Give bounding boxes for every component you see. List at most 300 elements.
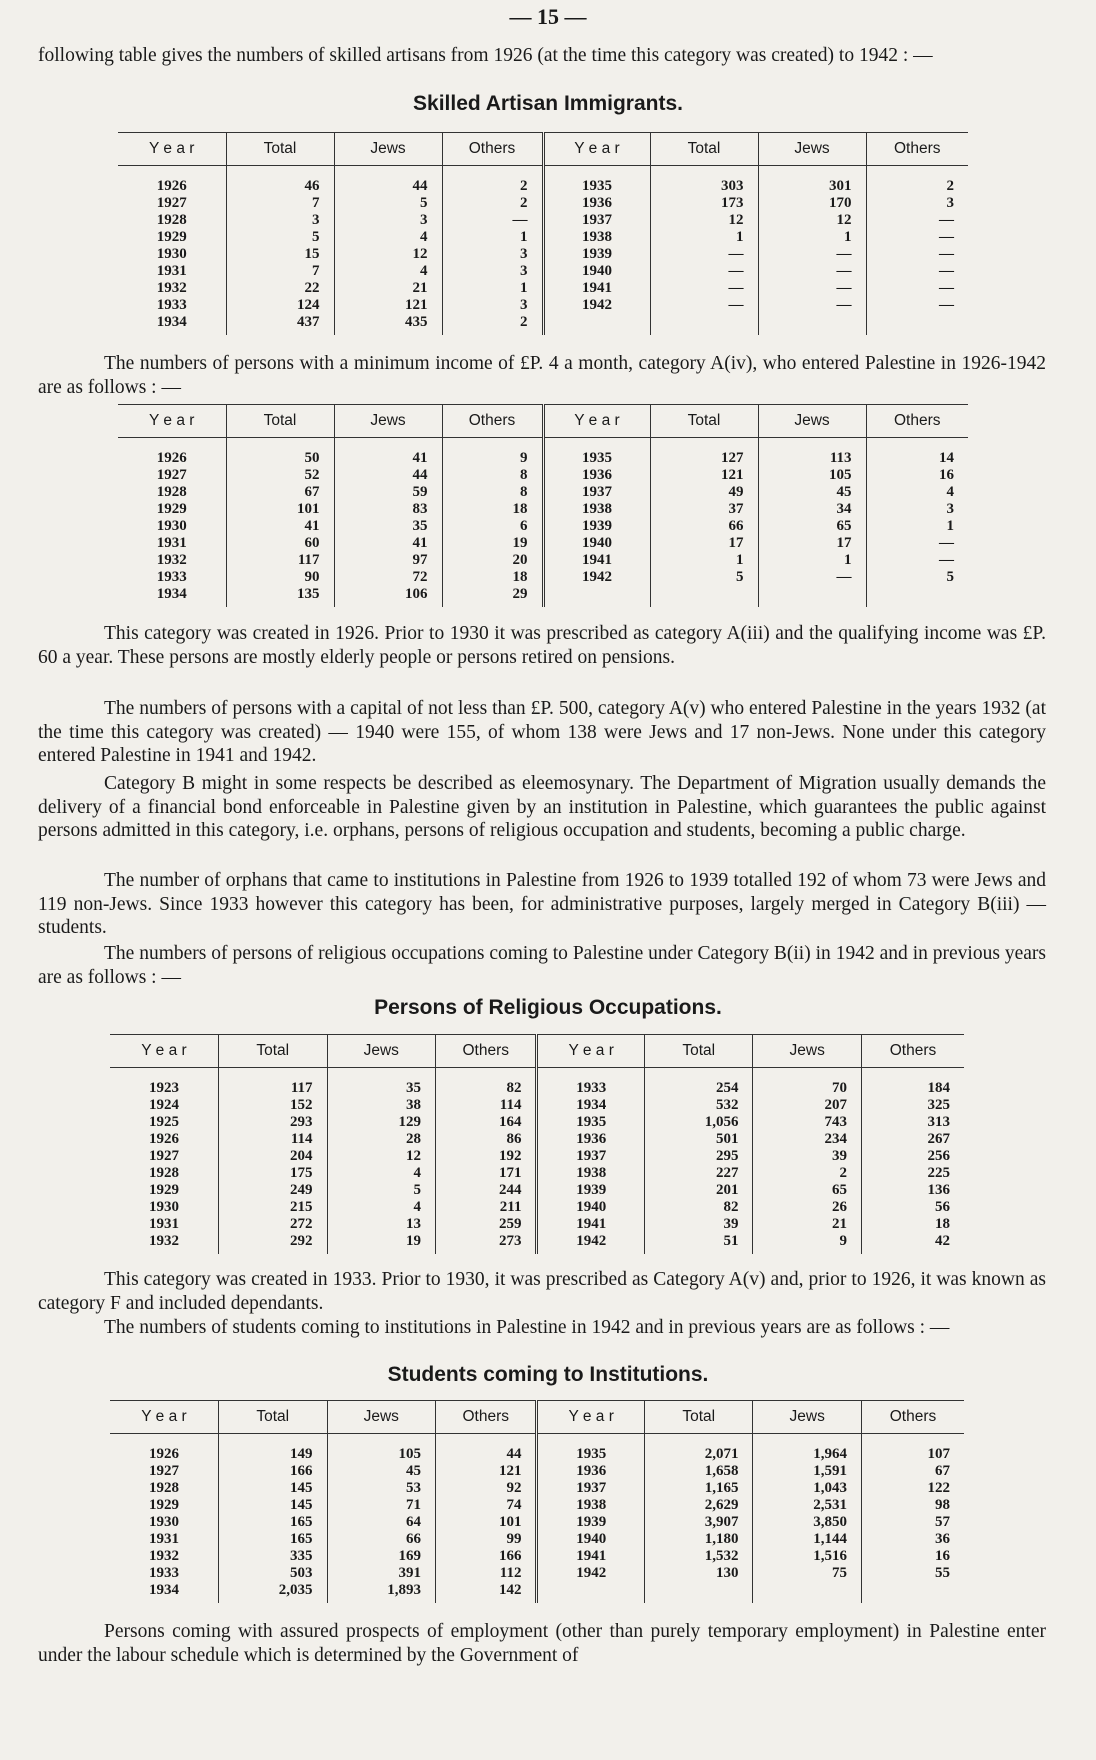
category-b-paragraph: Category B might in some respects be described as eleemosynary. The Department of Migration usually demands the delivery of a financial bond enforceable in Palestine given by an institution in Palestine, which guarantees the public against persons admitted in this category, i.e. orphans, persons of religious occupation and students, becoming a public charge. (38, 773, 1046, 841)
cell-total: 15 (226, 246, 334, 263)
cell-total: — (650, 246, 758, 263)
cell-total: 501 (644, 1131, 753, 1148)
column-header-total: Total (226, 405, 334, 438)
cell-total: 173 (650, 195, 758, 212)
cell-total: 127 (650, 450, 758, 467)
cell-jews: 70 (753, 1080, 862, 1097)
cell-jews: 64 (327, 1514, 436, 1531)
cell-jews: 234 (753, 1131, 862, 1148)
cell-total: 49 (650, 484, 758, 501)
cell-year: 1942 (543, 297, 650, 314)
cell-year: 1941 (543, 552, 650, 569)
cell-year: 1937 (537, 1480, 645, 1497)
cell-jews: — (758, 263, 866, 280)
cell-jews: 1,043 (753, 1480, 862, 1497)
skilled-artisan-title: Skilled Artisan Immigrants. (413, 92, 683, 115)
cell-year: 1941 (537, 1548, 645, 1565)
table-row (118, 280, 968, 297)
cell-year: 1923 (149, 1080, 179, 1096)
cell-year: 1932 (156, 552, 187, 568)
cell-others: 18 (442, 569, 543, 586)
cell-total: 67 (226, 484, 334, 501)
cell-total: 22 (226, 280, 334, 297)
cell-year: 1926 (156, 450, 187, 466)
cell-year: 1932 (149, 1233, 179, 1249)
cell-total: 1 (650, 229, 758, 246)
cell-others: 3 (866, 501, 968, 518)
cell-year: 1929 (149, 1497, 179, 1513)
table-row (118, 246, 968, 263)
cell-total: 149 (219, 1446, 328, 1463)
cell-total: 249 (219, 1182, 328, 1199)
table-header-row (118, 405, 968, 438)
column-header-total: Total (644, 1401, 753, 1434)
cell-total: 121 (650, 467, 758, 484)
cell-others: 1 (866, 518, 968, 535)
table-row (118, 535, 968, 552)
cell-total: 204 (219, 1148, 328, 1165)
cell-others: — (866, 535, 968, 552)
cell-others: 82 (436, 1080, 537, 1097)
cell-jews: — (758, 246, 866, 263)
intro-paragraph: following table gives the numbers of skilled artisans from 1926 (at the time this category was created) to 1942 : — (38, 45, 933, 66)
spacer-row (110, 1068, 964, 1081)
cell-jews: 1,144 (753, 1531, 862, 1548)
category-created-paragraph: This category was created in 1926. Prior to 1930 it was prescribed as category A(iii) and the qualifying income was £P. 60 a year. These persons are mostly elderly people or persons retired on pensions. (38, 623, 1046, 668)
cell-others: 1 (442, 229, 543, 246)
cell-total: 145 (219, 1480, 328, 1497)
cell-jews: 75 (753, 1565, 862, 1582)
cell-jews: 83 (334, 501, 442, 518)
cell-year: 1933 (537, 1080, 645, 1097)
cell-jews (753, 1582, 862, 1603)
cell-others: 273 (436, 1233, 537, 1254)
religious-note-paragraph: This category was created in 1933. Prior to 1930, it was prescribed as Category A(v) and, prior to 1926, it was known as category F and included dependants. (38, 1269, 1046, 1314)
column-header-jews: Jews (758, 405, 866, 438)
column-header-jews: Jews (753, 1401, 862, 1434)
cell-year: 1938 (543, 229, 650, 246)
column-header-year: Y e a r (110, 1035, 219, 1068)
cell-year: 1928 (156, 212, 187, 228)
cell-year: 1929 (156, 229, 187, 245)
cell-others: — (866, 246, 968, 263)
cell-jews: 39 (753, 1148, 862, 1165)
cell-jews: 1,516 (753, 1548, 862, 1565)
cell-jews: — (758, 297, 866, 314)
cell-jews: 106 (334, 586, 442, 607)
cell-year: 1927 (149, 1148, 179, 1164)
cell-year: 1930 (156, 246, 187, 262)
table-row (118, 518, 968, 535)
column-header-year: Y e a r (543, 133, 650, 166)
table-row (110, 1182, 964, 1199)
cell-total: 201 (644, 1182, 753, 1199)
cell-total: 135 (226, 586, 334, 607)
cell-jews: 1 (758, 229, 866, 246)
table-header-row (118, 133, 968, 166)
cell-year: 1928 (149, 1165, 179, 1181)
table-row (110, 1548, 964, 1565)
cell-jews: 21 (334, 280, 442, 297)
cell-others: 211 (436, 1199, 537, 1216)
cell-total: 215 (219, 1199, 328, 1216)
cell-others: 2 (442, 195, 543, 212)
cell-year: 1927 (156, 195, 187, 211)
cell-jews: 5 (334, 195, 442, 212)
cell-year: 1936 (543, 195, 650, 212)
cell-total: 90 (226, 569, 334, 586)
spacer-row (118, 166, 968, 179)
cell-total: 41 (226, 518, 334, 535)
cell-total: 52 (226, 467, 334, 484)
cell-total: 175 (219, 1165, 328, 1182)
column-header-year: Y e a r (537, 1401, 645, 1434)
cell-year: 1938 (543, 501, 650, 518)
cell-others: 101 (436, 1514, 537, 1531)
cell-others: — (866, 229, 968, 246)
religious-occupations-title: Persons of Religious Occupations. (374, 996, 722, 1019)
cell-others: 56 (861, 1199, 964, 1216)
column-header-others: Others (861, 1035, 964, 1068)
table-row (110, 1446, 964, 1463)
cell-total: 293 (219, 1114, 328, 1131)
column-header-jews: Jews (334, 133, 442, 166)
column-header-others: Others (436, 1401, 537, 1434)
cell-total: 5 (650, 569, 758, 586)
page-number: — 15 — (509, 4, 587, 29)
cell-others: 142 (436, 1582, 537, 1603)
cell-year: 1931 (156, 263, 187, 279)
cell-year: 1939 (543, 246, 650, 263)
cell-jews: 38 (327, 1097, 436, 1114)
cell-others: 3 (442, 297, 543, 314)
cell-others: 259 (436, 1216, 537, 1233)
cell-year (537, 1582, 645, 1603)
cell-jews: 35 (334, 518, 442, 535)
cell-total: 227 (644, 1165, 753, 1182)
table-row (118, 569, 968, 586)
cell-jews: 435 (334, 314, 442, 335)
cell-jews: 207 (753, 1097, 862, 1114)
cell-year: 1926 (149, 1446, 179, 1462)
cell-jews: 4 (334, 263, 442, 280)
column-header-jews: Jews (327, 1401, 436, 1434)
cell-others: 5 (866, 569, 968, 586)
cell-total: — (650, 280, 758, 297)
table-row (110, 1565, 964, 1582)
cell-total (644, 1582, 753, 1603)
cell-year: 1938 (537, 1165, 645, 1182)
cell-others: — (866, 297, 968, 314)
column-header-others: Others (442, 405, 543, 438)
cell-total: 117 (226, 552, 334, 569)
cell-year: 1934 (537, 1097, 645, 1114)
column-header-year: Y e a r (537, 1035, 645, 1068)
cell-total: 437 (226, 314, 334, 335)
cell-total: 295 (644, 1148, 753, 1165)
cell-year: 1935 (543, 178, 650, 195)
cell-jews: 13 (327, 1216, 436, 1233)
cell-others: 1 (442, 280, 543, 297)
cell-others: — (866, 280, 968, 297)
cell-jews: 65 (758, 518, 866, 535)
cell-total: 124 (226, 297, 334, 314)
cell-year: 1940 (537, 1531, 645, 1548)
students-title: Students coming to Institutions. (387, 1363, 709, 1386)
table-row (118, 484, 968, 501)
cell-total: 1 (650, 552, 758, 569)
cell-year: 1928 (156, 484, 187, 500)
cell-jews: 301 (758, 178, 866, 195)
cell-total: 1,658 (644, 1463, 753, 1480)
cell-jews: 97 (334, 552, 442, 569)
cell-year: 1939 (543, 518, 650, 535)
cell-total: 3 (226, 212, 334, 229)
cell-others: 267 (861, 1131, 964, 1148)
cell-year: 1932 (156, 280, 187, 296)
cell-total: 152 (219, 1097, 328, 1114)
cell-others: 18 (861, 1216, 964, 1233)
cell-jews: 45 (758, 484, 866, 501)
table-row (110, 1531, 964, 1548)
cell-total: 272 (219, 1216, 328, 1233)
cell-year: 1940 (543, 263, 650, 280)
cell-others: — (866, 212, 968, 229)
cell-year: 1938 (537, 1497, 645, 1514)
cell-others: 256 (861, 1148, 964, 1165)
cell-others: 171 (436, 1165, 537, 1182)
cell-year: 1942 (537, 1233, 645, 1254)
table-row (118, 450, 968, 467)
cell-year: 1933 (156, 569, 187, 585)
column-header-total: Total (644, 1035, 753, 1068)
cell-year: 1932 (149, 1548, 179, 1564)
cell-jews: 21 (753, 1216, 862, 1233)
column-header-total: Total (650, 405, 758, 438)
cell-year: 1928 (149, 1480, 179, 1496)
cell-others: 184 (861, 1080, 964, 1097)
cell-others: 36 (861, 1531, 964, 1548)
cell-jews: 3 (334, 212, 442, 229)
skilled-artisan-table (118, 132, 968, 335)
cell-jews: 2,531 (753, 1497, 862, 1514)
column-header-jews: Jews (334, 405, 442, 438)
cell-year: 1936 (543, 467, 650, 484)
table-row (110, 1463, 964, 1480)
cell-total: 165 (219, 1514, 328, 1531)
cell-total: 303 (650, 178, 758, 195)
cell-others: 20 (442, 552, 543, 569)
cell-others: 98 (861, 1497, 964, 1514)
cell-jews: 66 (327, 1531, 436, 1548)
cell-jews: 169 (327, 1548, 436, 1565)
labour-schedule-paragraph: Persons coming with assured prospects of employment (other than purely temporary employment) in Palestine enter under the labour schedule which is determined by the Government of (38, 1621, 1046, 1666)
cell-jews: 1 (758, 552, 866, 569)
cell-others: 107 (861, 1446, 964, 1463)
table-row (118, 297, 968, 314)
cell-jews: 12 (327, 1148, 436, 1165)
table-row (118, 314, 968, 335)
table-row (110, 1514, 964, 1531)
cell-jews: 1,893 (327, 1582, 436, 1603)
cell-others: 16 (861, 1548, 964, 1565)
cell-others: 192 (436, 1148, 537, 1165)
table-row (118, 586, 968, 607)
cell-total: 532 (644, 1097, 753, 1114)
cell-jews: 121 (334, 297, 442, 314)
cell-year: 1926 (156, 178, 187, 194)
table-header-row (110, 1401, 964, 1434)
cell-others: 136 (861, 1182, 964, 1199)
cell-year: 1935 (543, 450, 650, 467)
cell-jews: 9 (753, 1233, 862, 1254)
cell-year: 1930 (149, 1514, 179, 1530)
cell-others: 225 (861, 1165, 964, 1182)
table-row (110, 1114, 964, 1131)
cell-year: 1931 (156, 535, 187, 551)
table-row (110, 1216, 964, 1233)
cell-jews: — (758, 569, 866, 586)
cell-year: 1941 (537, 1216, 645, 1233)
cell-others: 112 (436, 1565, 537, 1582)
cell-jews: 65 (753, 1182, 862, 1199)
table-row (110, 1097, 964, 1114)
cell-jews: 105 (758, 467, 866, 484)
cell-others: 42 (861, 1233, 964, 1254)
cell-total: 1,165 (644, 1480, 753, 1497)
cell-others: 29 (442, 586, 543, 607)
column-header-others: Others (866, 133, 968, 166)
cell-total: 292 (219, 1233, 328, 1254)
cell-year: 1933 (156, 297, 187, 313)
cell-total: 51 (644, 1233, 753, 1254)
cell-total: 165 (219, 1531, 328, 1548)
students-table (110, 1400, 964, 1603)
cell-others: 164 (436, 1114, 537, 1131)
column-header-jews: Jews (327, 1035, 436, 1068)
cell-year: 1929 (149, 1182, 179, 1198)
cell-others: 3 (866, 195, 968, 212)
cell-total: 166 (219, 1463, 328, 1480)
cell-others: 166 (436, 1548, 537, 1565)
cell-total: 2,035 (219, 1582, 328, 1603)
cell-jews: 129 (327, 1114, 436, 1131)
cell-year: 1939 (537, 1182, 645, 1199)
cell-others: 4 (866, 484, 968, 501)
cell-total: 1,056 (644, 1114, 753, 1131)
table-row (110, 1199, 964, 1216)
cell-jews: 35 (327, 1080, 436, 1097)
cell-jews: 2 (753, 1165, 862, 1182)
cell-total: 82 (644, 1199, 753, 1216)
cell-others: 2 (442, 314, 543, 335)
cell-jews: 71 (327, 1497, 436, 1514)
table-row (110, 1480, 964, 1497)
cell-others: 9 (442, 450, 543, 467)
table-header-row (110, 1035, 964, 1068)
students-intro-paragraph: The numbers of students coming to institutions in Palestine in 1942 and in previous years are as follows : — (104, 1317, 950, 1338)
cell-jews (758, 586, 866, 607)
cell-year: 1941 (543, 280, 650, 297)
table-row (118, 178, 968, 195)
cell-others (866, 314, 968, 335)
cell-year: 1937 (543, 484, 650, 501)
cell-total: 114 (219, 1131, 328, 1148)
column-header-others: Others (861, 1401, 964, 1434)
cell-others: 92 (436, 1480, 537, 1497)
column-header-jews: Jews (753, 1035, 862, 1068)
cell-total: 335 (219, 1548, 328, 1565)
cell-year: 1930 (156, 518, 187, 534)
cell-jews: 41 (334, 535, 442, 552)
cell-year: 1924 (149, 1097, 179, 1113)
cell-year: 1934 (149, 1582, 179, 1598)
table-row (118, 195, 968, 212)
table-row (110, 1080, 964, 1097)
religious-occupations-table (110, 1034, 964, 1254)
cell-total: 5 (226, 229, 334, 246)
cell-jews: — (758, 280, 866, 297)
cell-others: 8 (442, 467, 543, 484)
cell-year: 1933 (149, 1565, 179, 1581)
cell-total: 37 (650, 501, 758, 518)
cell-total: 17 (650, 535, 758, 552)
cell-jews: 12 (758, 212, 866, 229)
cell-others: 16 (866, 467, 968, 484)
column-header-year: Y e a r (543, 405, 650, 438)
cell-year: 1931 (149, 1531, 179, 1547)
cell-jews: 17 (758, 535, 866, 552)
cell-year: 1936 (537, 1131, 645, 1148)
column-header-year: Y e a r (118, 133, 226, 166)
cell-others: 6 (442, 518, 543, 535)
cell-others: 18 (442, 501, 543, 518)
cell-jews: 4 (327, 1199, 436, 1216)
cell-others: 19 (442, 535, 543, 552)
column-header-total: Total (650, 133, 758, 166)
table-row (118, 263, 968, 280)
column-header-year: Y e a r (118, 405, 226, 438)
cell-year: 1926 (149, 1131, 179, 1147)
column-header-others: Others (866, 405, 968, 438)
cell-jews: 1,591 (753, 1463, 862, 1480)
cell-total: 3,907 (644, 1514, 753, 1531)
cell-total: 46 (226, 178, 334, 195)
table-row (110, 1497, 964, 1514)
cell-total: 7 (226, 195, 334, 212)
cell-jews: 3,850 (753, 1514, 862, 1531)
cell-year: 1927 (149, 1463, 179, 1479)
minimum-income-table (118, 404, 968, 607)
cell-year: 1940 (537, 1199, 645, 1216)
cell-jews: 4 (334, 229, 442, 246)
cell-others: 114 (436, 1097, 537, 1114)
cell-jews: 12 (334, 246, 442, 263)
table-row (118, 501, 968, 518)
cell-total: 101 (226, 501, 334, 518)
cell-total: 1,532 (644, 1548, 753, 1565)
table-row (110, 1148, 964, 1165)
column-header-jews: Jews (758, 133, 866, 166)
cell-total: 1,180 (644, 1531, 753, 1548)
cell-total: 503 (219, 1565, 328, 1582)
cell-jews: 4 (327, 1165, 436, 1182)
cell-others: 8 (442, 484, 543, 501)
cell-jews (758, 314, 866, 335)
cell-year: 1936 (537, 1463, 645, 1480)
cell-total: 7 (226, 263, 334, 280)
cell-others: 325 (861, 1097, 964, 1114)
